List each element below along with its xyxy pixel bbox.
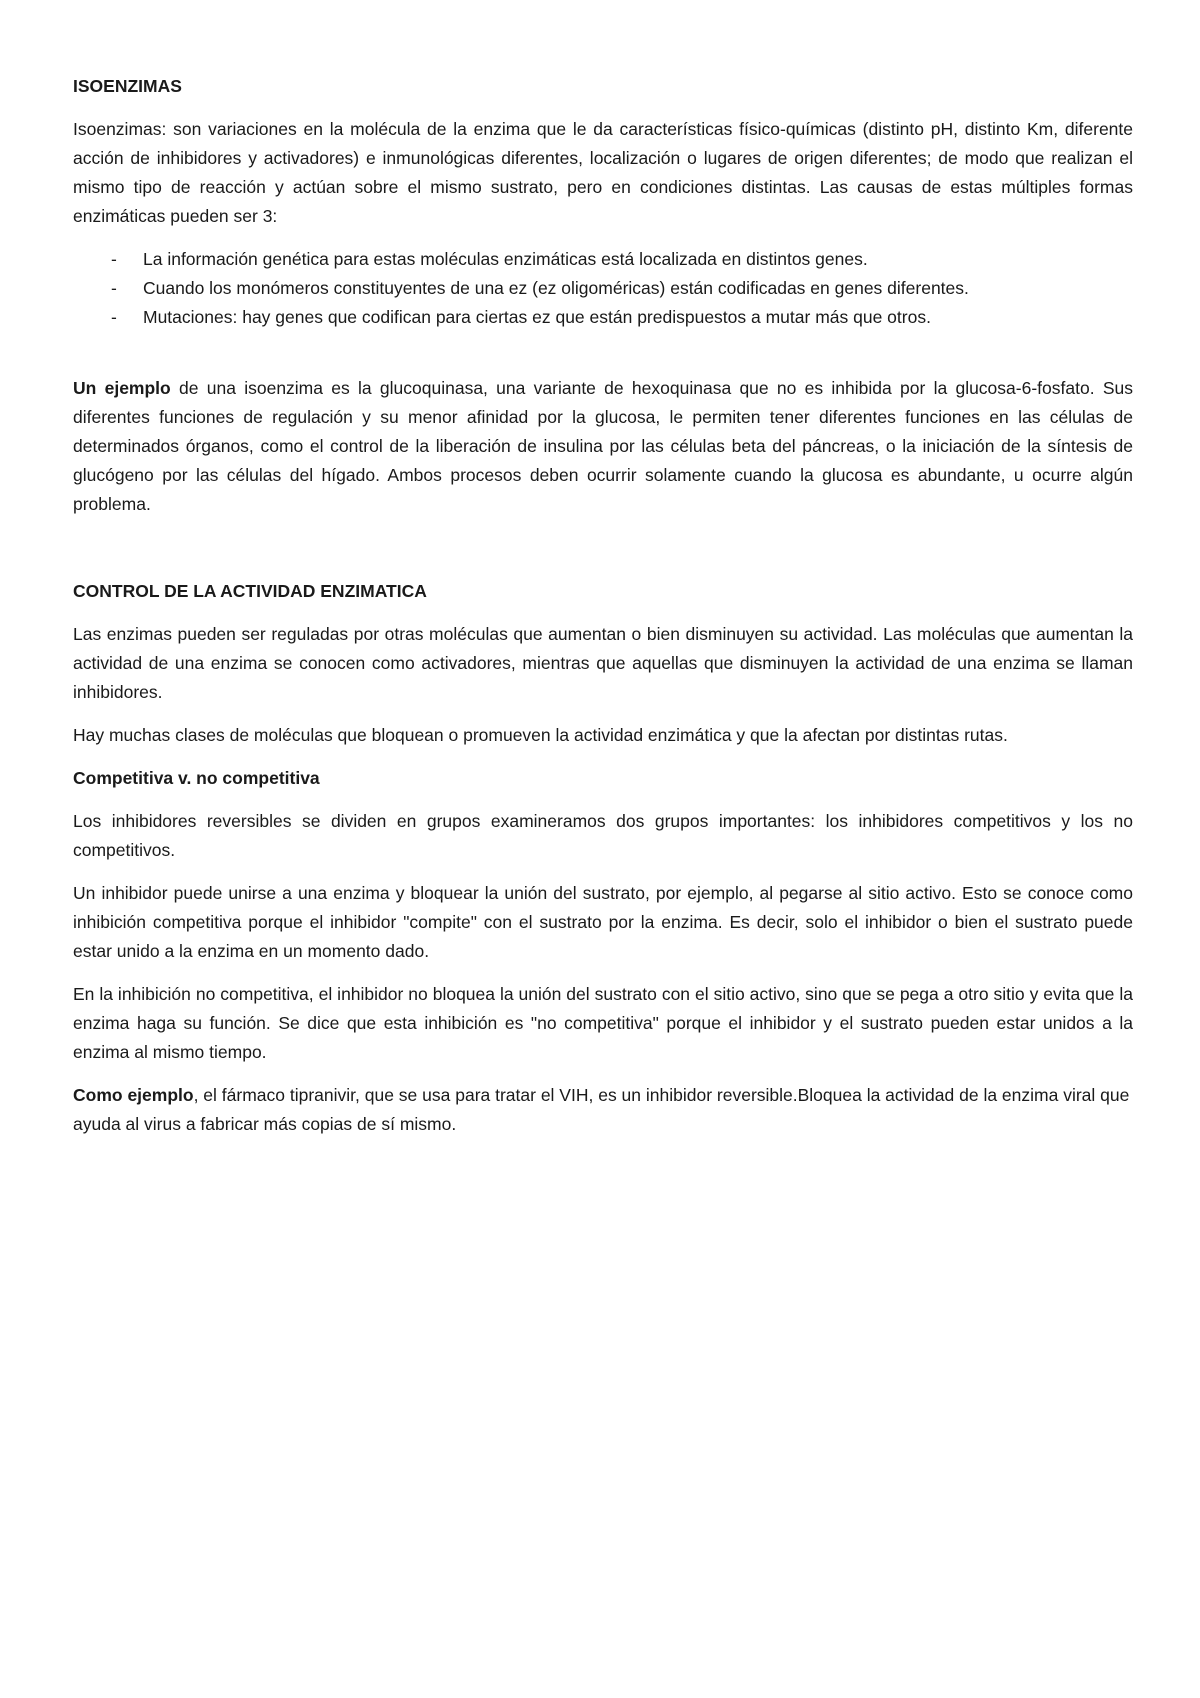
cause-text: Cuando los monómeros constituyentes de una ez (ez oligoméricas) están codificadas en genes diferentes. <box>143 278 969 298</box>
list-item <box>73 245 1133 274</box>
control-paragraph-2: Hay muchas clases de moléculas que bloquean o promueven la actividad enzimática y que la afectan por distintas rutas. <box>73 725 1008 745</box>
section-title-control: CONTROL DE LA ACTIVIDAD ENZIMATICA <box>73 581 427 601</box>
subheading-competitiva: Competitiva v. no competitiva <box>73 768 320 788</box>
cause-text: La información genética para estas moléculas enzimáticas está localizada en distintos genes. <box>143 249 868 269</box>
control-paragraph-5: En la inhibición no competitiva, el inhibidor no bloquea la unión del sustrato con el sitio activo, sino que se pega a otro sitio y evita que la enzima haga su función. Se dice que esta inhibición es "no competitiva" porque el inhibidor y el sustrato pueden estar unidos a la enzima al mismo tiempo. <box>73 984 1133 1062</box>
example-lead: Un ejemplo <box>73 378 171 398</box>
isoenzimas-intro-paragraph: Isoenzimas: son variaciones en la molécula de la enzima que le da características físico-químicas (distinto pH, distinto Km, diferente acción de inhibidores y activadores) e inmunológicas diferentes, localización o lugares de origen diferentes; de modo que realizan el mismo tipo de reacción y actúan sobre el mismo sustrato, pero en condiciones distintas. Las causas de estas múltiples formas enzimáticas pueden ser 3: <box>73 119 1133 226</box>
list-item <box>73 303 1133 332</box>
dash-bullet: - <box>111 249 117 269</box>
control-paragraph-3: Los inhibidores reversibles se dividen en grupos examineramos dos grupos importantes: los inhibidores competitivos y los no competitivos. <box>73 811 1133 860</box>
example-text: , el fármaco tipranivir, que se usa para tratar el VIH, es un inhibidor reversible.Bloquea la actividad de la enzima viral que ayuda al virus a fabricar más copias de sí mismo. <box>73 1085 1130 1134</box>
dash-bullet: - <box>111 278 117 298</box>
isoenzima-example-paragraph <box>73 374 1133 519</box>
example-text: de una isoenzima es la glucoquinasa, una variante de hexoquinasa que no es inhibida por la glucosa-6-fosfato. Sus diferentes funciones de regulación y su menor afinidad por la glucosa, le permiten tener diferentes funciones en las células de determinados órganos, como el control de la liberación de insulina por las células beta del páncreas, o la iniciación de la síntesis de glucógeno por las células del hígado. Ambos procesos deben ocurrir solamente cuando la glucosa es abundante, u ocurre algún problema. <box>73 378 1133 514</box>
example-lead: Como ejemplo <box>73 1085 194 1105</box>
dash-bullet: - <box>111 307 117 327</box>
causes-list <box>73 245 1133 332</box>
section-title-isoenzimas: ISOENZIMAS <box>73 76 182 96</box>
list-item <box>73 274 1133 303</box>
control-paragraph-1: Las enzimas pueden ser reguladas por otras moléculas que aumentan o bien disminuyen su actividad. Las moléculas que aumentan la actividad de una enzima se conocen como activadores, mientras que aquellas que disminuyen la actividad de una enzima se llaman inhibidores. <box>73 624 1133 702</box>
cause-text: Mutaciones: hay genes que codifican para ciertas ez que están predispuestos a mutar más que otros. <box>143 307 931 327</box>
control-example-paragraph <box>73 1081 1133 1139</box>
control-paragraph-4: Un inhibidor puede unirse a una enzima y bloquear la unión del sustrato, por ejemplo, al pegarse al sitio activo. Esto se conoce como inhibición competitiva porque el inhibidor "compite" con el sustrato por la enzima. Es decir, solo el inhibidor o bien el sustrato puede estar unido a la enzima en un momento dado. <box>73 883 1133 961</box>
document-page <box>73 72 1133 1153</box>
